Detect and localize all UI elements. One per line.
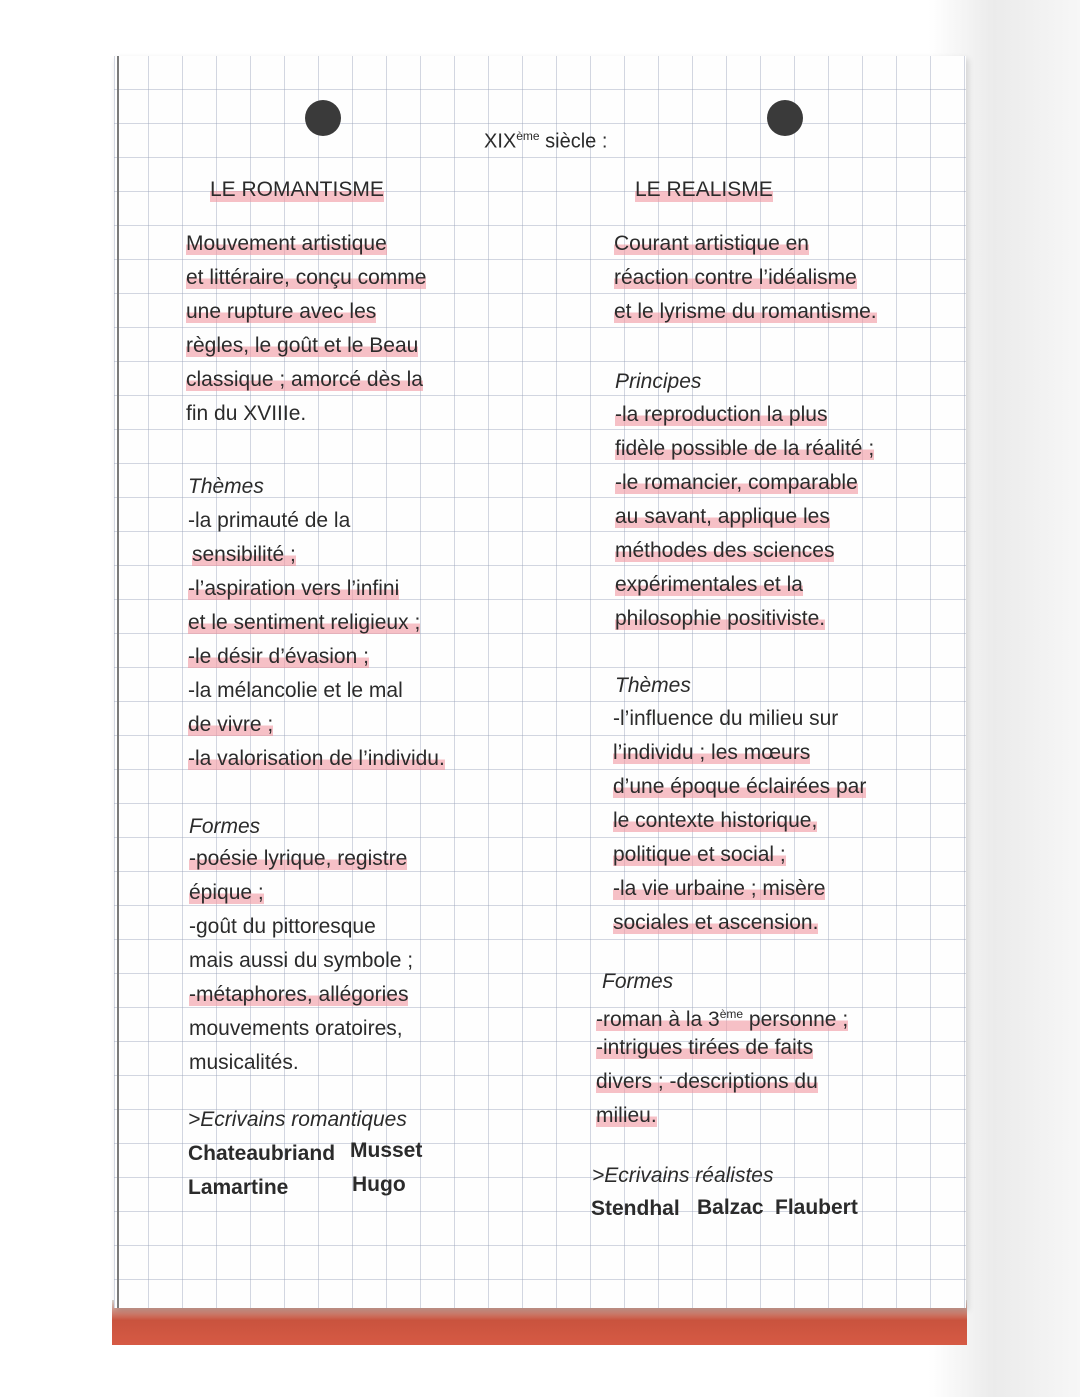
realisme-formes: -roman à la 3ème personne ; -intrigues tirées de faits divers ; -descriptions du milieu. bbox=[596, 1007, 849, 1127]
realisme-principes: -la reproduction la plus fidèle possible de la réalité ; -le romancier, comparable au savant, applique les méthodes des sciences expérimentales et la philosophie positiviste. bbox=[615, 403, 875, 630]
realisme-intro: Courant artistique en réaction contre l’idéalisme et le lyrisme du romantisme. bbox=[614, 232, 877, 323]
romantisme-formes: -poésie lyrique, registre épique ; -goût du pittoresque mais aussi du symbole ; -métaphores, allégories mouvements oratoires, musicalités. bbox=[189, 847, 414, 1074]
writer-balzac: Balzac bbox=[697, 1196, 764, 1219]
realisme-principes-heading: Principes bbox=[615, 370, 702, 393]
realisme-formes-heading: Formes bbox=[602, 970, 674, 993]
romantisme-title: LE ROMANTISME bbox=[210, 178, 384, 201]
realisme-title: LE REALISME bbox=[635, 178, 773, 201]
writer-chateaubriand: Chateaubriand bbox=[188, 1142, 336, 1165]
writer-hugo: Hugo bbox=[352, 1173, 406, 1196]
realisme-themes: -l’influence du milieu sur l’individu ; les mœurs d’une époque éclairées par le contexte historique, politique et social ; -la vie urbaine ; misère sociales et ascension. bbox=[613, 707, 867, 934]
romantisme-intro: Mouvement artistique et littéraire, conçu comme une rupture avec les règles, le goût et le Beau classique ; amorcé dès la fin du XVIIIe. bbox=[186, 232, 427, 425]
notebook-page bbox=[114, 56, 966, 1308]
punch-hole-left bbox=[305, 100, 341, 136]
page-title: XIXème siècle : bbox=[484, 129, 608, 153]
romantisme-themes-heading: Thèmes bbox=[188, 475, 264, 498]
romantisme-formes-heading: Formes bbox=[189, 815, 261, 838]
realisme-writers-heading: >Ecrivains réalistes bbox=[592, 1164, 774, 1187]
writer-lamartine: Lamartine bbox=[188, 1176, 289, 1199]
realisme-themes-heading: Thèmes bbox=[615, 674, 691, 697]
writer-flaubert: Flaubert bbox=[775, 1196, 858, 1219]
punch-hole-right bbox=[767, 100, 803, 136]
romantisme-themes: -la primauté de la sensibilité ; -l’aspiration vers l’infini et le sentiment religieux ; -le désir d’évasion ; -la mélancolie et le mal de vivre ; -la valorisation de l’individu. bbox=[188, 509, 445, 770]
writer-stendhal: Stendhal bbox=[591, 1197, 680, 1220]
romantisme-writers-heading: >Ecrivains romantiques bbox=[188, 1108, 407, 1131]
margin-line bbox=[117, 56, 119, 1308]
writer-musset: Musset bbox=[350, 1139, 423, 1162]
